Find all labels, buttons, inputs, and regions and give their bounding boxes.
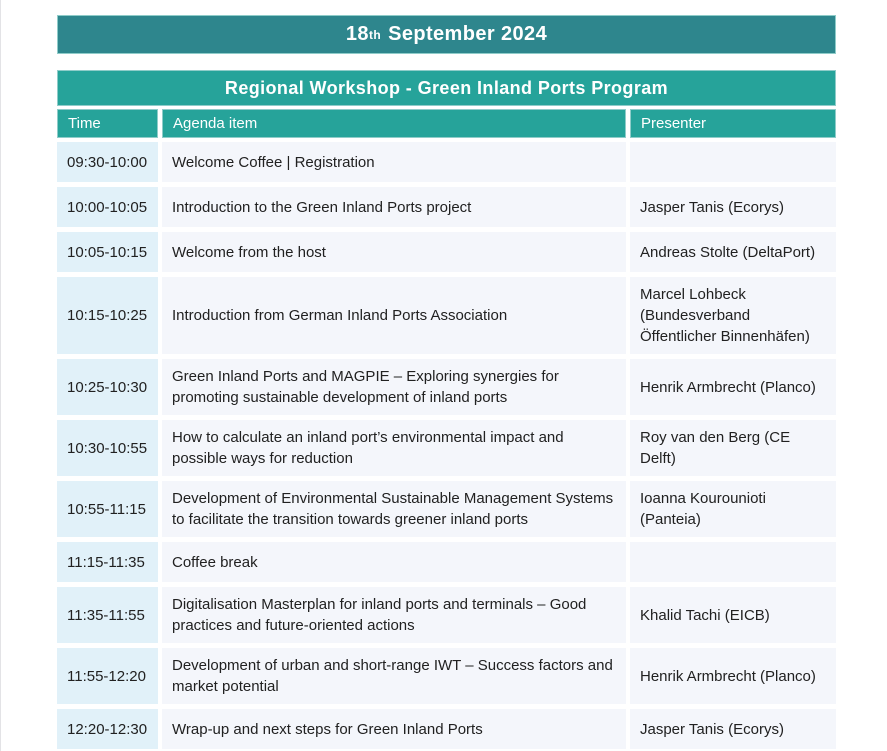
table-row <box>57 648 836 704</box>
table-row <box>57 420 836 476</box>
time-cell: 10:15-10:25 <box>57 277 158 354</box>
table-row <box>57 232 836 272</box>
presenter-cell: Henrik Armbrecht (Planco) <box>630 648 836 704</box>
date-month-year: September 2024 <box>388 23 548 45</box>
header-cell-time: Time <box>57 109 158 138</box>
presenter-cell: Andreas Stolte (DeltaPort) <box>630 232 836 272</box>
header-cell-presenter: Presenter <box>630 109 836 138</box>
time-cell: 11:35-11:55 <box>57 587 158 643</box>
agenda-cell: Development of Environmental Sustainable Management Systems to facilitate the transition towards greener inland ports <box>162 481 626 537</box>
agenda-cell: Welcome Coffee | Registration <box>162 142 626 182</box>
presenter-cell: Roy van den Berg (CE Delft) <box>630 420 836 476</box>
agenda-cell: Green Inland Ports and MAGPIE – Exploring synergies for promoting sustainable development of inland ports <box>162 359 626 415</box>
header-cell-agenda: Agenda item <box>162 109 626 138</box>
date-day: 18 <box>345 23 369 45</box>
presenter-cell: Jasper Tanis (Ecorys) <box>630 187 836 227</box>
time-cell: 10:30-10:55 <box>57 420 158 476</box>
time-cell: 10:55-11:15 <box>57 481 158 537</box>
table-header-row <box>57 109 836 138</box>
agenda-cell: How to calculate an inland port’s environmental impact and possible ways for reduction <box>162 420 626 476</box>
table-row <box>57 709 836 749</box>
presenter-cell: Ioanna Kourounioti (Panteia) <box>630 481 836 537</box>
workshop-title-banner: Regional Workshop - Green Inland Ports Program <box>57 70 836 106</box>
time-cell: 10:00-10:05 <box>57 187 158 227</box>
time-cell: 12:20-12:30 <box>57 709 158 749</box>
agenda-table-body <box>57 142 836 749</box>
presenter-cell: Marcel Lohbeck (Bundesverband Öffentlicher Binnenhäfen) <box>630 277 836 354</box>
agenda-content <box>57 15 836 749</box>
date-banner: 18 th September 2024 <box>57 15 836 54</box>
presenter-cell: Khalid Tachi (EICB) <box>630 587 836 643</box>
table-row <box>57 277 836 354</box>
table-row <box>57 542 836 582</box>
table-row <box>57 142 836 182</box>
table-row <box>57 481 836 537</box>
agenda-cell: Welcome from the host <box>162 232 626 272</box>
time-cell: 11:55-12:20 <box>57 648 158 704</box>
time-cell: 10:25-10:30 <box>57 359 158 415</box>
agenda-cell: Coffee break <box>162 542 626 582</box>
presenter-cell <box>630 542 836 582</box>
time-cell: 11:15-11:35 <box>57 542 158 582</box>
agenda-cell: Introduction to the Green Inland Ports project <box>162 187 626 227</box>
time-cell: 09:30-10:00 <box>57 142 158 182</box>
table-row <box>57 187 836 227</box>
agenda-cell: Digitalisation Masterplan for inland ports and terminals – Good practices and future-oriented actions <box>162 587 626 643</box>
presenter-cell <box>630 142 836 182</box>
time-cell: 10:05-10:15 <box>57 232 158 272</box>
agenda-cell: Wrap-up and next steps for Green Inland Ports <box>162 709 626 749</box>
agenda-cell: Development of urban and short-range IWT – Success factors and market potential <box>162 648 626 704</box>
table-row <box>57 587 836 643</box>
agenda-cell: Introduction from German Inland Ports Association <box>162 277 626 354</box>
presenter-cell: Jasper Tanis (Ecorys) <box>630 709 836 749</box>
table-row <box>57 359 836 415</box>
presenter-cell: Henrik Armbrecht (Planco) <box>630 359 836 415</box>
